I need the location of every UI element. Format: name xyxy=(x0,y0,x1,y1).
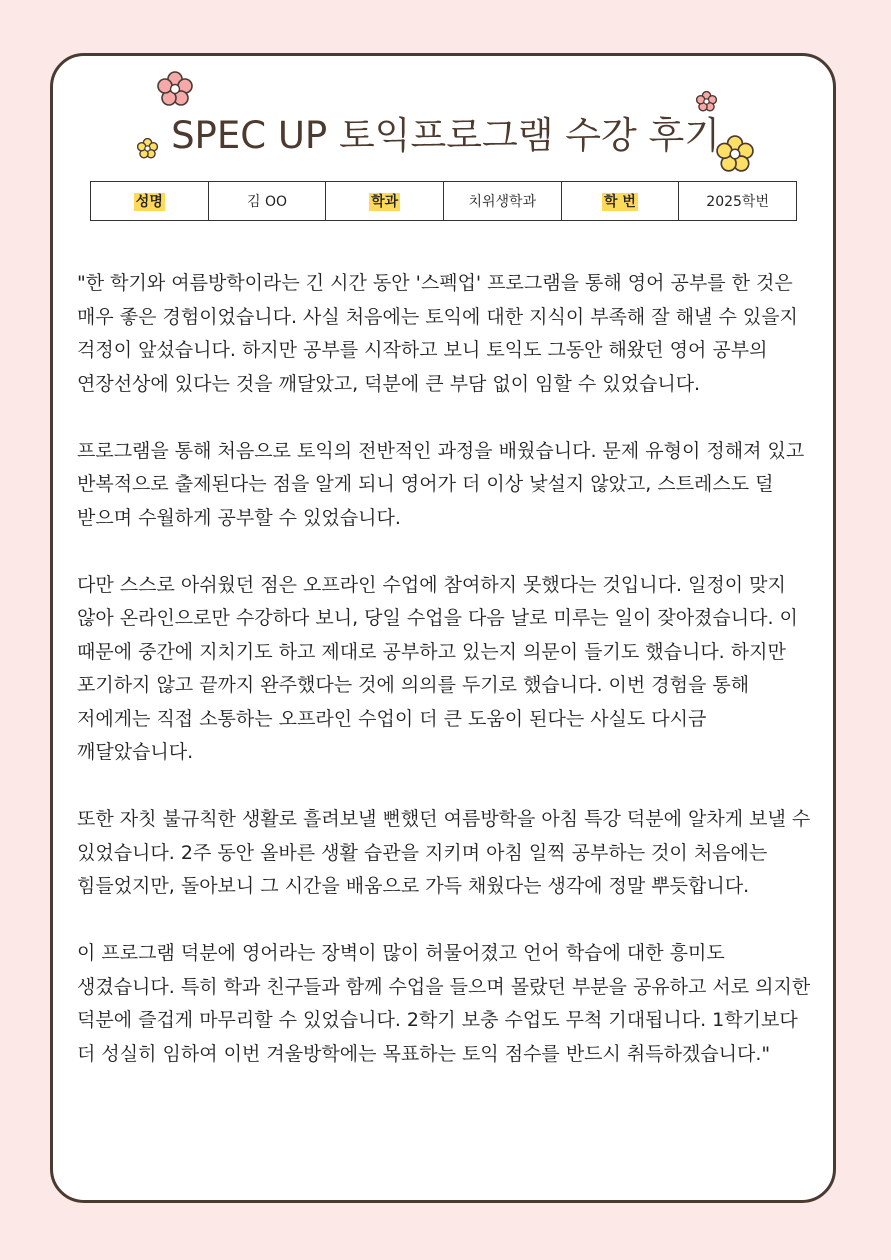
name-value: 김 OO xyxy=(208,182,326,221)
paragraph: 또한 자칫 불규칙한 생활로 흘려보낼 뻔했던 여름방학을 아침 특강 덕분에 알차게 보낼 수 있었습니다. 2주 동안 올바른 생활 습관을 지키며 아침 일찍 공부하는 것이 처음에는 힘들었지만, 돌아보니 그 시간을 배움으로 가득 채웠다는 생각에 정말 뿌듯합니다. xyxy=(77,808,811,897)
flower-icon xyxy=(696,91,717,112)
id-label: 학 번 xyxy=(603,194,636,210)
page-title: SPEC UP 토익프로그램 수강 후기 xyxy=(171,114,720,157)
dept-label-cell xyxy=(326,182,444,221)
id-value: 2025학번 xyxy=(679,182,797,221)
dept-label: 학과 xyxy=(371,194,399,210)
name-label-cell xyxy=(91,182,209,221)
name-label: 성명 xyxy=(135,194,163,210)
paragraph: "한 학기와 여름방학이라는 긴 시간 동안 '스펙업' 프로그램을 통해 영어 공부를 한 것은 매우 좋은 경험이었습니다. 사실 처음에는 토익에 대한 지식이 부족해 잘 해낼 수 있을지 걱정이 앞섰습니다. 하지만 공부를 시작하고 보니 토익도 그동안 해왔던 영어 공부의 연장선상에 있다는 것을 깨달았고, 덕분에 큰 부담 없이 임할 수 있었습니다. xyxy=(77,272,798,395)
student-info-table xyxy=(90,181,797,221)
dept-value: 치위생학과 xyxy=(443,182,561,221)
review-body xyxy=(77,267,817,1071)
id-label-cell xyxy=(561,182,679,221)
paragraph: 다만 스스로 아쉬웠던 점은 오프라인 수업에 참여하지 못했다는 것입니다. 일정이 맞지 않아 온라인으로만 수강하다 보니, 당일 수업을 다음 날로 미루는 일이 잦아졌습니다. 이 때문에 중간에 지치기도 하고 제대로 공부하고 있는지 의문이 들기도 했습니다. 하지만 포기하지 않고 끝까지 완주했다는 것에 의의를 두기로 했습니다. 이번 경험을 통해 저에게는 직접 소통하는 오프라인 수업이 더 큰 도움이 된다는 사실도 다시금 깨달았습니다. xyxy=(77,573,798,763)
flower-icon xyxy=(157,71,193,107)
paragraph: 프로그램을 통해 처음으로 토익의 전반적인 과정을 배웠습니다. 문제 유형이 정해져 있고 반복적으로 출제된다는 점을 알게 되니 영어가 더 이상 낯설지 않았고, 스트레스도 덜 받으며 수월하게 공부할 수 있었습니다. xyxy=(77,439,805,529)
paragraph: 이 프로그램 덕분에 영어라는 장벽이 많이 허물어졌고 언어 학습에 대한 흥미도 생겼습니다. 특히 학과 친구들과 함께 수업을 들으며 몰랐던 부분을 공유하고 서로 의지한 덕분에 즐겁게 마무리할 수 있었습니다. 2학기 보충 수업도 무척 기대됩니다. 1학기보다 더 성실히 임하여 이번 겨울방학에는 목표하는 토익 점수를 반드시 취득하겠습니다." xyxy=(77,942,811,1065)
